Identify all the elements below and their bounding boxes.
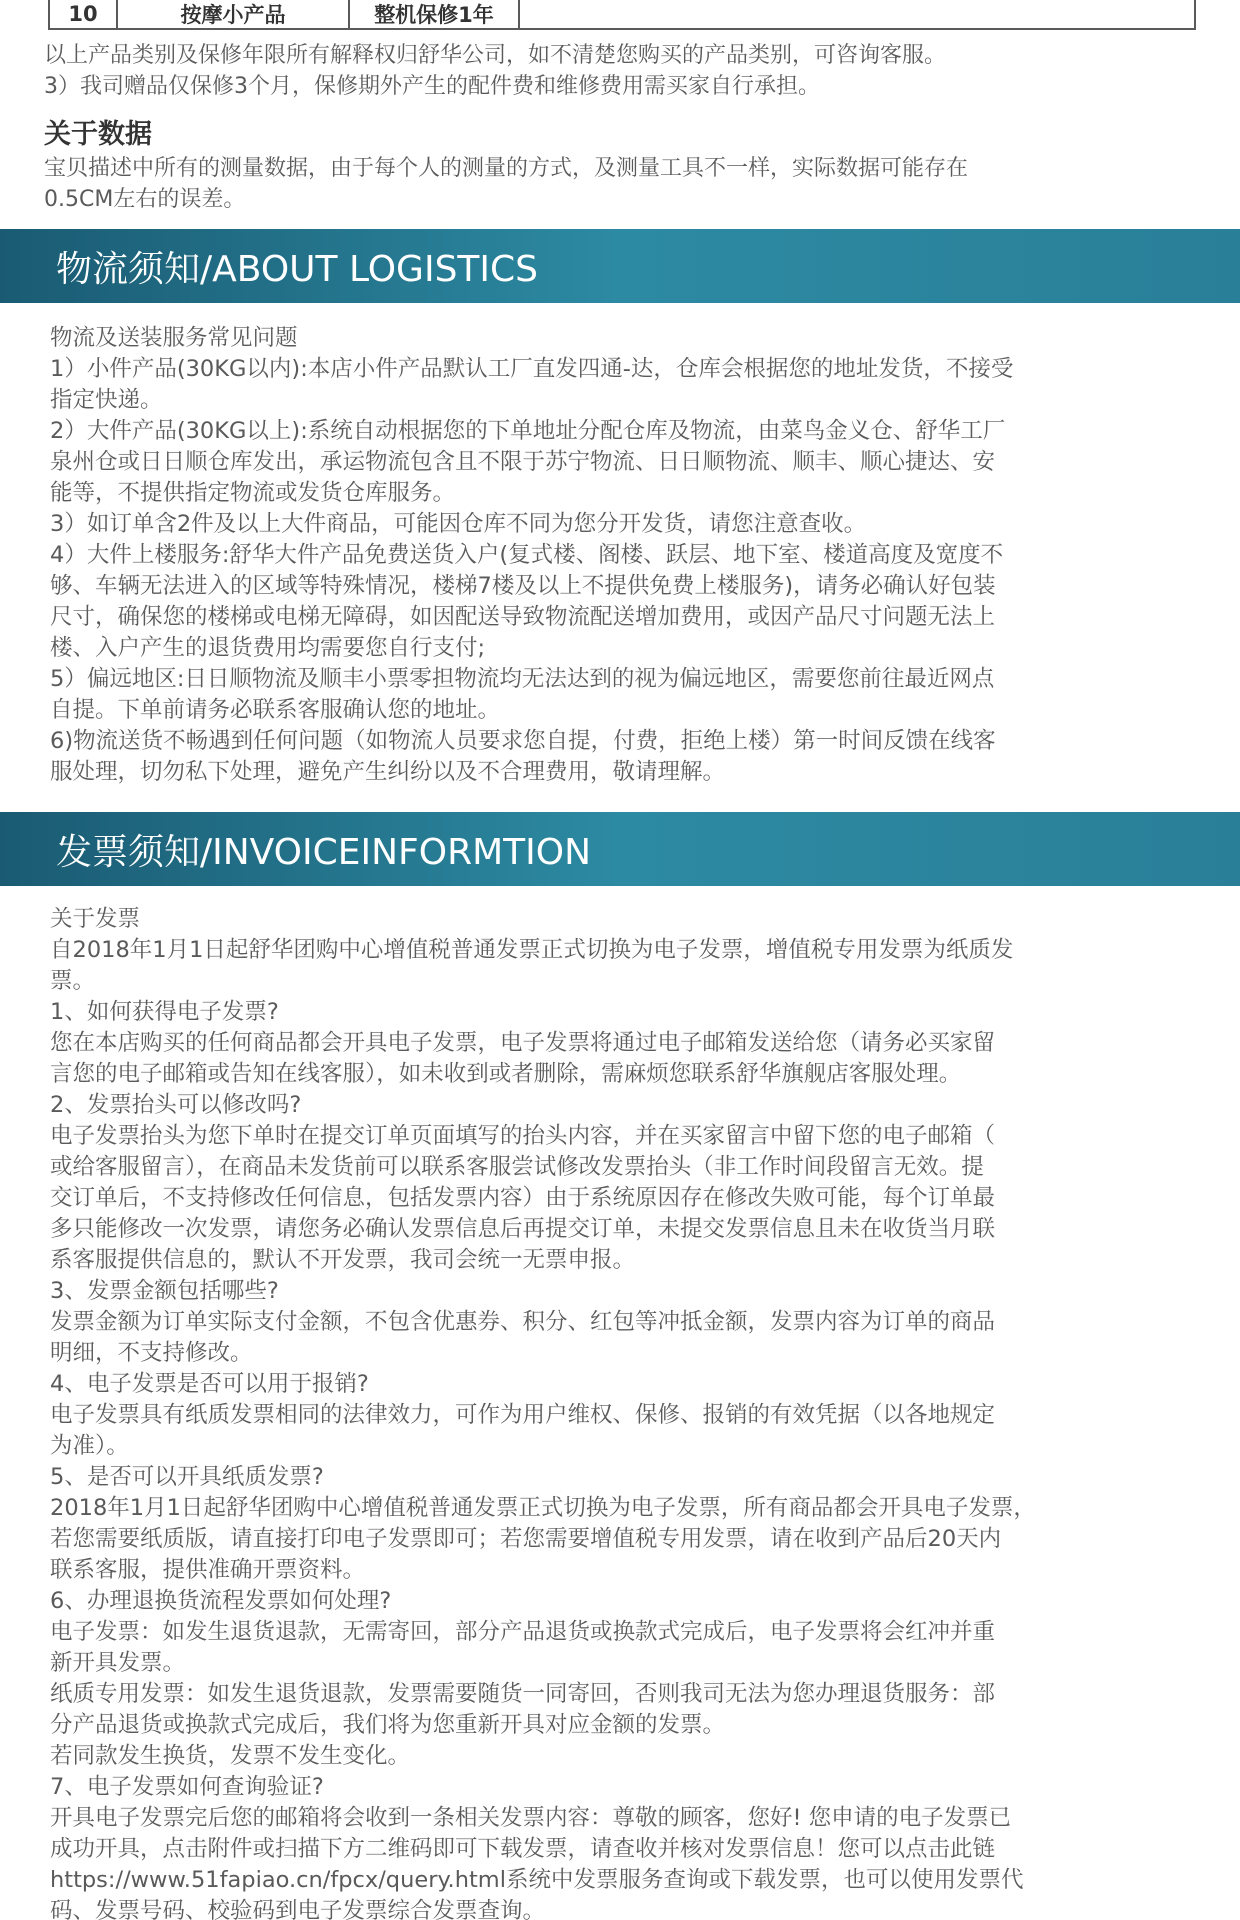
invoice-line: 电子发票抬头为您下单时在提交订单页面填写的抬头内容，并在买家留言中留下您的电子邮箱（ <box>50 1123 996 1149</box>
invoice-line: 纸质专用发票：如发生退货退款，发票需要随货一同寄回，否则我司无法为您办理退货服务：部 <box>50 1681 996 1707</box>
logistics-line: 指定快递。 <box>50 387 163 413</box>
invoice-line: 2、发票抬头可以修改吗? <box>50 1092 302 1118</box>
invoice-line: 开具电子发票完后您的邮箱将会收到一条相关发票内容：尊敬的顾客，您好! 您申请的电子发票已 <box>50 1805 1012 1831</box>
logistics-line: 2）大件产品(30KG以上):系统自动根据您的下单地址分配仓库及物流，由菜鸟金义仓、舒华工厂 <box>50 418 1006 444</box>
warranty-note-line: 3）我司赠品仅保修3个月，保修期外产生的配件费和维修费用需买家自行承担。 <box>44 74 820 99</box>
invoice-line: 5、是否可以开具纸质发票? <box>50 1464 324 1490</box>
invoice-line: 电子发票：如发生退货退款，无需寄回，部分产品退货或换款式完成后，电子发票将会红冲并重 <box>50 1619 996 1645</box>
logistics-line: 能等，不提供指定物流或发货仓库服务。 <box>50 480 456 506</box>
invoice-line: 发票金额为订单实际支付金额，不包含优惠券、积分、红包等冲抵金额，发票内容为订单的商品 <box>50 1309 996 1335</box>
invoice-line: 您在本店购买的任何商品都会开具电子发票，电子发票将通过电子邮箱发送给您（请务必买家留 <box>50 1030 996 1056</box>
invoice-line: 交订单后，不支持修改任何信息，包括发票内容）由于系统原因存在修改失败可能，每个订单最 <box>50 1185 996 1211</box>
invoice-body <box>50 904 1216 1920</box>
logistics-line: 泉州仓或日日顺仓库发出，承运物流包含且不限于苏宁物流、日日顺物流、顺丰、顺心捷达、安 <box>50 449 996 475</box>
invoice-line: 系客服提供信息的，默认不开发票，我司会统一无票申报。 <box>50 1247 636 1273</box>
invoice-line: 3、发票金额包括哪些? <box>50 1278 279 1304</box>
data-section-line: 宝贝描述中所有的测量数据，由于每个人的测量的方式，及测量工具不一样，实际数据可能存在 <box>44 156 969 181</box>
logistics-line: 楼、入户产生的退货费用均需要您自行支付; <box>50 635 486 661</box>
logistics-body <box>50 323 1216 788</box>
invoice-banner-title: 发票须知/INVOICEINFORMTION <box>56 831 592 873</box>
invoice-line: 言您的电子邮箱或告知在线客服），如未收到或者删除，需麻烦您联系舒华旗舰店客服处理。 <box>50 1061 962 1087</box>
invoice-line: 电子发票具有纸质发票相同的法律效力，可作为用户维权、保修、报销的有效凭据（以各地规定 <box>50 1402 996 1428</box>
logistics-banner <box>0 229 1240 303</box>
logistics-line: 服处理，切勿私下处理，避免产生纠纷以及不合理费用，敬请理解。 <box>50 759 726 785</box>
invoice-line: 4、电子发票是否可以用于报销? <box>50 1371 369 1397</box>
table-cell-warranty: 整机保修1年 <box>350 0 520 28</box>
table-cell-index: 10 <box>50 0 118 28</box>
invoice-line: 码、发票号码、校验码到电子发票综合发票查询。 <box>50 1898 546 1920</box>
warranty-note-line: 以上产品类别及保修年限所有解释权归舒华公司，如不清楚您购买的产品类别，可咨询客服。 <box>44 43 947 68</box>
invoice-line: 或给客服留言），在商品未发货前可以联系客服尝试修改发票抬头（非工作时间段留言无效。提 <box>50 1154 984 1180</box>
logistics-line: 4）大件上楼服务:舒华大件产品免费送货入户(复式楼、阁楼、跃层、地下室、楼道高度及宽度不 <box>50 542 1004 568</box>
logistics-line: 3）如订单含2件及以上大件商品，可能因仓库不同为您分开发货，请您注意查收。 <box>50 511 867 537</box>
logistics-line: 1）小件产品(30KG以内):本店小件产品默认工厂直发四通-达，仓库会根据您的地址发货，不接受 <box>50 356 1014 382</box>
invoice-line: 7、电子发票如何查询验证? <box>50 1774 324 1800</box>
logistics-line: 自提。下单前请务必联系客服确认您的地址。 <box>50 697 501 723</box>
invoice-line: 为准）。 <box>50 1433 129 1459</box>
invoice-line: 2018年1月1日起舒华团购中心增值税普通发票正式切换为电子发票，所有商品都会开具电子发票， <box>50 1495 1036 1521</box>
invoice-line: 新开具发票。 <box>50 1650 186 1676</box>
data-section-title: 关于数据 <box>44 119 152 150</box>
logistics-banner-title: 物流须知/ABOUT LOGISTICS <box>56 248 539 290</box>
data-section-line: 0.5CM左右的误差。 <box>44 187 246 212</box>
invoice-line: 1、如何获得电子发票? <box>50 999 279 1025</box>
invoice-line: 明细，不支持修改。 <box>50 1340 253 1366</box>
invoice-line: 自2018年1月1日起舒华团购中心增值税普通发票正式切换为电子发票，增值税专用发票为纸质发 <box>50 937 1014 963</box>
table-cell-category: 按摩小产品 <box>118 0 350 28</box>
invoice-line: 联系客服，提供准确开票资料。 <box>50 1557 366 1583</box>
table-cell-note <box>520 0 1194 28</box>
invoice-line: 关于发票 <box>50 906 141 932</box>
warranty-table-row <box>48 0 1196 30</box>
invoice-line: 成功开具，点击附件或扫描下方二维码即可下载发票，请查收并核对发票信息！您可以点击此链 <box>50 1836 996 1862</box>
invoice-banner <box>0 812 1240 886</box>
invoice-line: https://www.51fapiao.cn/fpcx/query.html系统中发票服务查询或下载发票，也可以使用发票代 <box>50 1867 1024 1893</box>
logistics-line: 物流及送装服务常见问题 <box>50 325 298 351</box>
logistics-line: 5）偏远地区:日日顺物流及顺丰小票零担物流均无法达到的视为偏远地区，需要您前往最近网点 <box>50 666 995 692</box>
invoice-line: 票。 <box>50 968 96 994</box>
logistics-line: 尺寸，确保您的楼梯或电梯无障碍，如因配送导致物流配送增加费用，或因产品尺寸问题无法上 <box>50 604 996 630</box>
logistics-line: 够、车辆无法进入的区域等特殊情况，楼梯7楼及以上不提供免费上楼服务)，请务必确认好包装 <box>50 573 996 599</box>
warranty-notes <box>44 40 1210 102</box>
logistics-line: 6)物流送货不畅遇到任何问题（如物流人员要求您自提，付费，拒绝上楼）第一时间反馈在线客 <box>50 728 996 754</box>
data-section-text <box>44 153 1210 215</box>
invoice-line: 6、办理退换货流程发票如何处理? <box>50 1588 392 1614</box>
invoice-line: 若您需要纸质版，请直接打印电子发票即可；若您需要增值税专用发票，请在收到产品后20天内 <box>50 1526 1002 1552</box>
invoice-line: 若同款发生换货，发票不发生变化。 <box>50 1743 411 1769</box>
invoice-line: 分产品退货或换款式完成后，我们将为您重新开具对应金额的发票。 <box>50 1712 726 1738</box>
invoice-line: 多只能修改一次发票，请您务必确认发票信息后再提交订单，未提交发票信息且未在收货当月联 <box>50 1216 996 1242</box>
